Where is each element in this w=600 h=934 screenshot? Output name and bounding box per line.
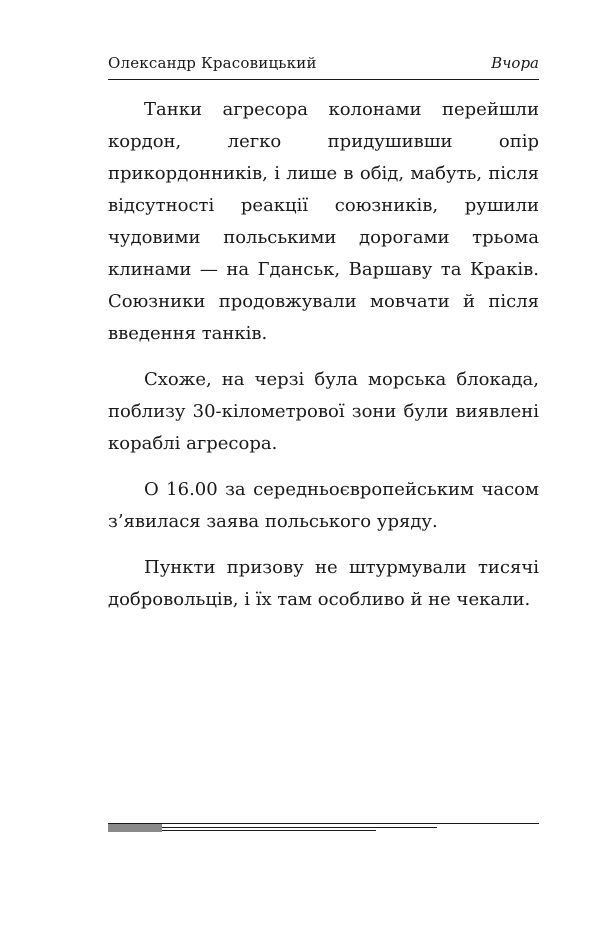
footer-decoration [108,820,539,836]
body-text [108,94,539,630]
footer-rule [108,823,539,824]
running-header [108,54,539,80]
paragraph-2: Схоже, на черзі була морська блокада, поблизу 30-кілометрової зони були виявлені кораблі агресора. [108,369,539,454]
footer-gray-block [108,824,162,832]
book-title: Вчора [491,54,539,72]
footer-rule-medium [162,827,437,828]
paragraph-1: Танки агресора колонами перейшли кордон, легко придушивши опір прикордонників, і лише в обід, мабуть, після відсутності реакції союзників, рушили чудовими польськими дорогами трьома клинами — на Гданськ, Варшаву та Краків. Союзники продовжували мовчати й після введення танків. [108,99,539,344]
paragraph-4: Пункти призову не штурмували тисячі добровольців, і їх там особливо й не чекали. [108,557,539,610]
paragraph-3: О 16.00 за середньоєвропейським часом з’явилася заява польського уряду. [108,479,539,532]
header-rule [108,79,539,80]
footer-rule-short [162,830,376,831]
author-name: Олександр Красовицький [108,54,317,72]
